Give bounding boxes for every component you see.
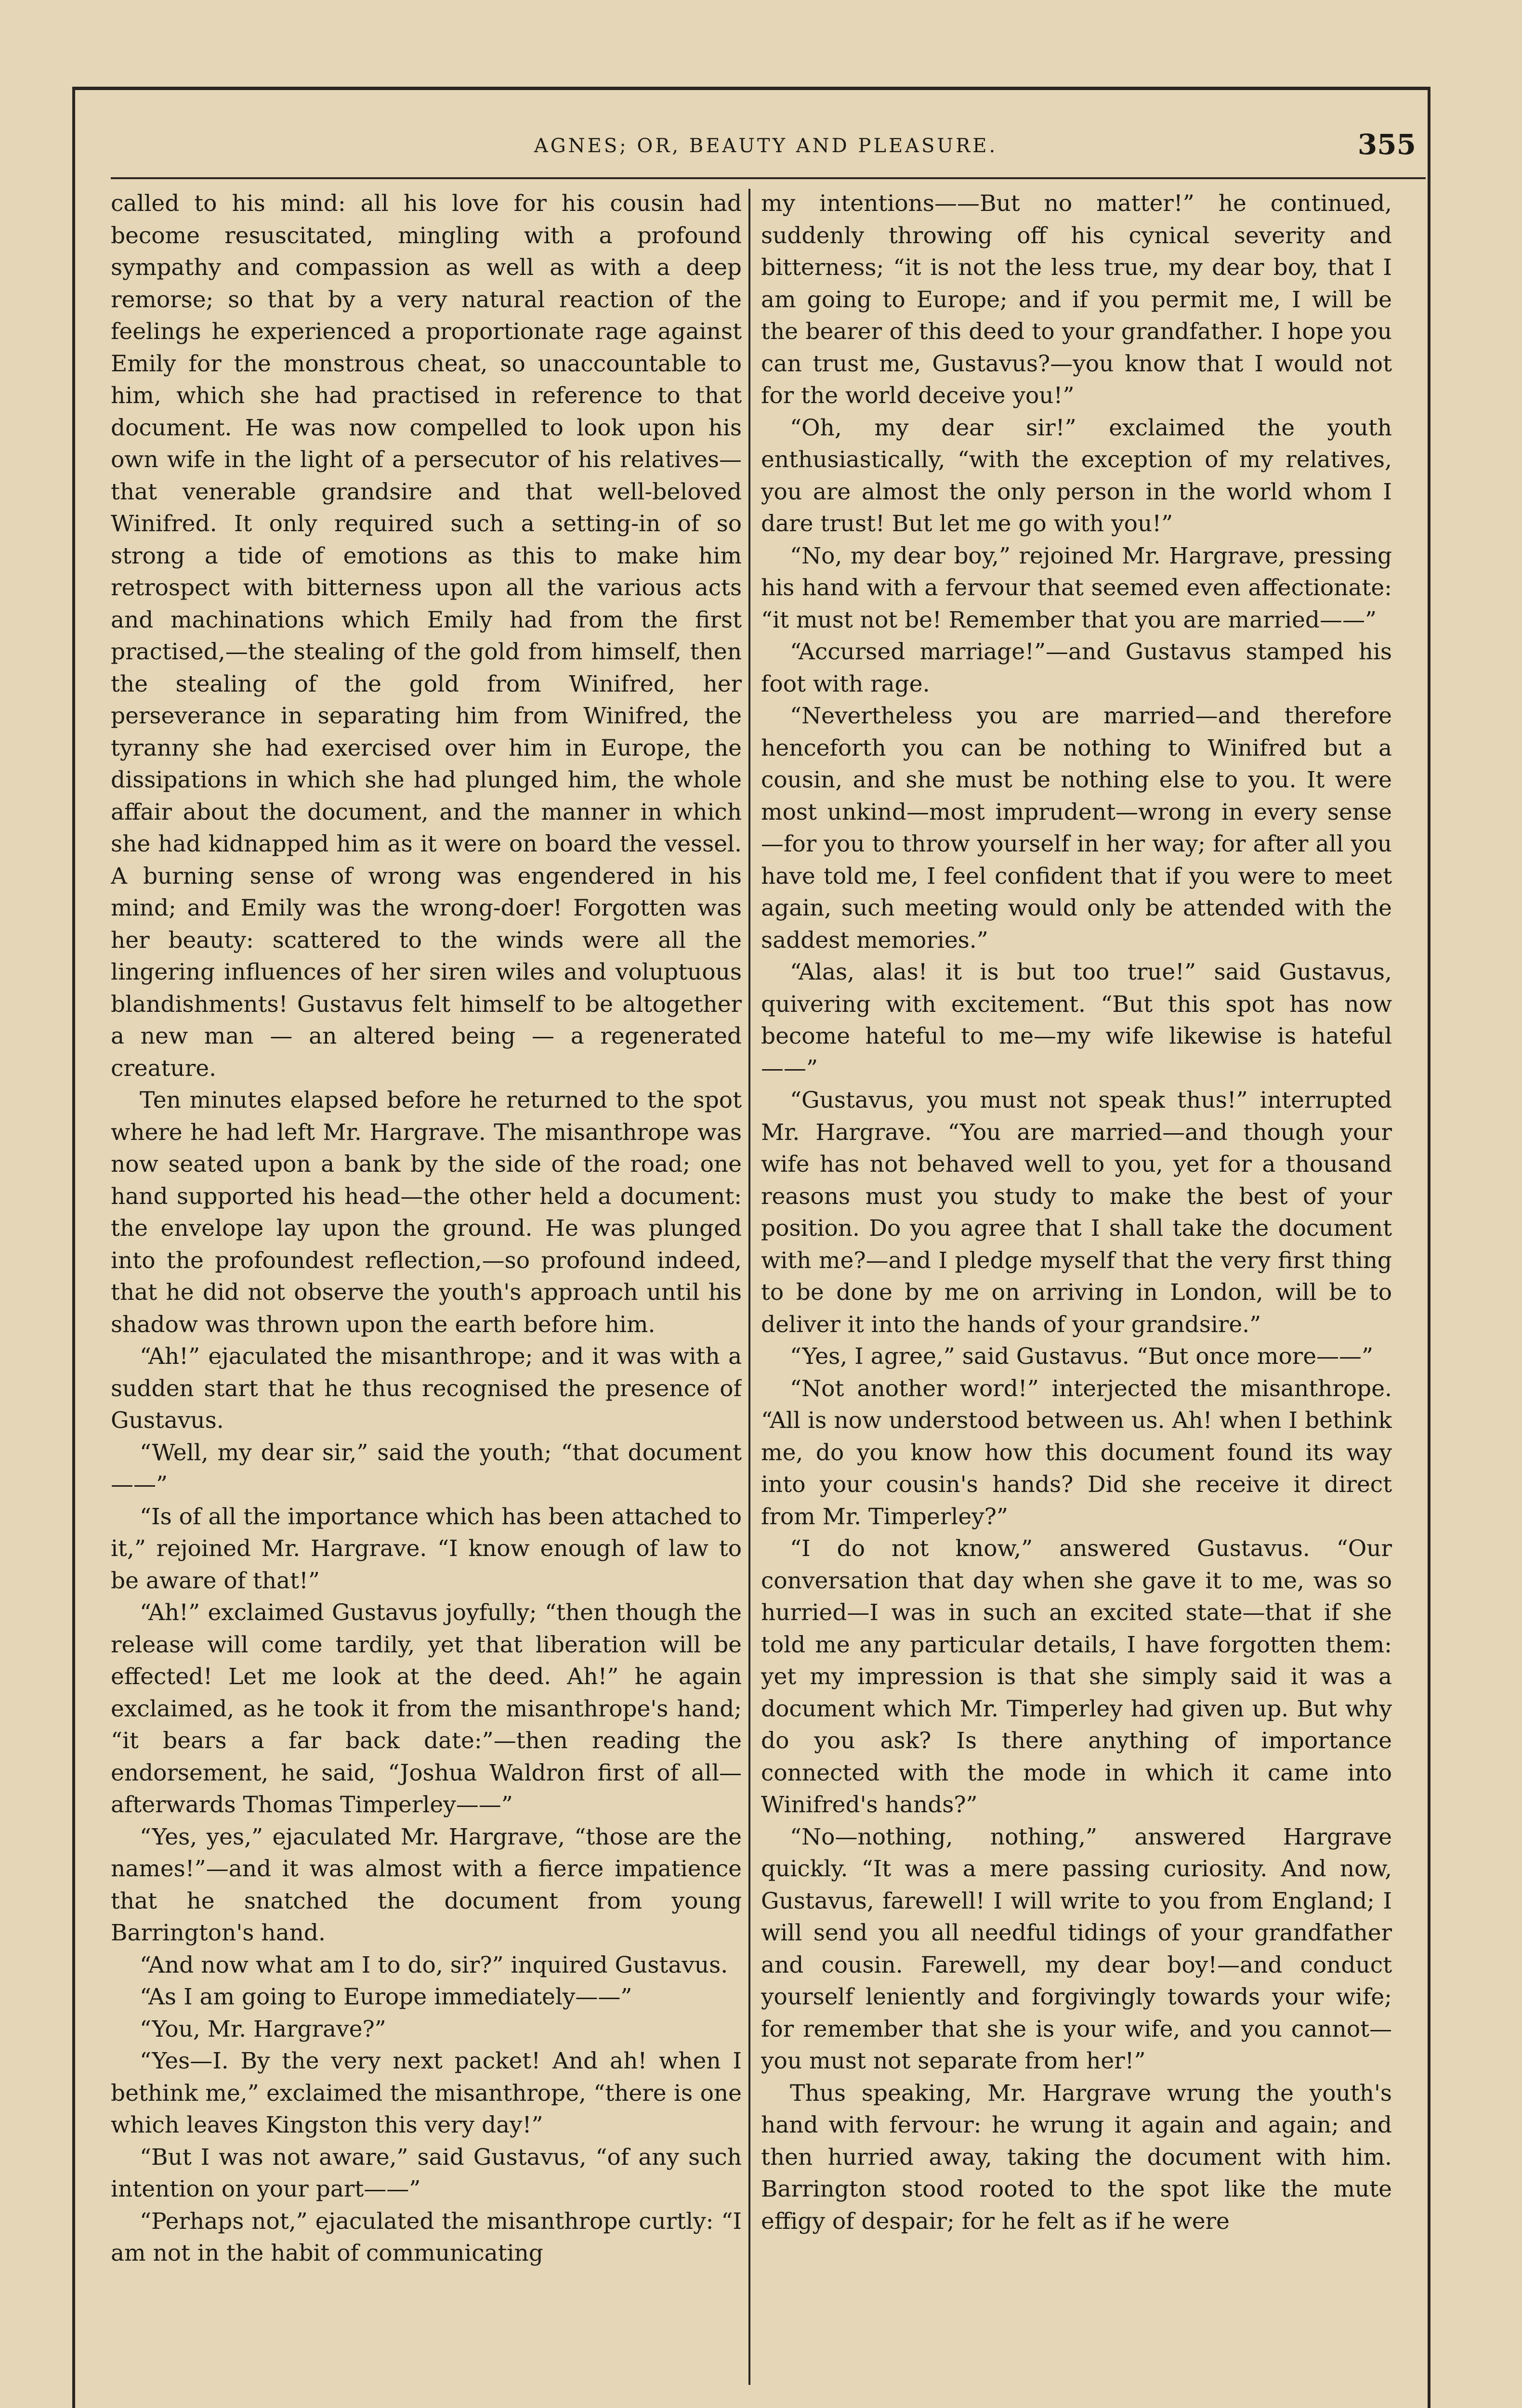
paragraph: “Accursed marriage!”—and Gustavus stamped his foot with rage. [761,639,1392,697]
column-divider [748,189,750,2385]
paragraph: “You, Mr. Hargrave?” [140,2015,386,2042]
paragraph: “Perhaps not,” ejaculated the misanthrope curtly: “I am not in the habit of communicating [111,2208,742,2266]
paragraph: Ten minutes elapsed before he returned to the spot where he had left Mr. Hargrave. The misanthrope was now seated upon a bank by the side of the road; one hand supported his head—the other held a document: the envelope lay upon the ground. He was plunged into the profoundest reflection,—so profound indeed, that he did not observe the youth's approach until his shadow was thrown upon the earth before him. [111,1087,742,1338]
paragraph: “Is of all the importance which has been attached to it,” rejoined Mr. Hargrave. “I know enough of law to be aware of that!” [111,1503,742,1594]
paragraph: “No, my dear boy,” rejoined Mr. Hargrave, pressing his hand with a fervour that seemed even affectionate: “it must not be! Remember that you are married——” [761,542,1392,633]
paragraph: “Yes, I agree,” said Gustavus. “But once more——” [790,1343,1374,1370]
paragraph: “And now what am I to do, sir?” inquired Gustavus. [140,1951,728,1978]
paragraph: “Yes, yes,” ejaculated Mr. Hargrave, “those are the names!”—and it was almost with a fierce impatience that he snatched the document from young Barrington's hand. [111,1823,742,1946]
paragraph: Thus speaking, Mr. Hargrave wrung the youth's hand with fervour: he wrung it again and again; and then hurried away, taking the document with him. Barrington stood rooted to the spot like the mute effigy of despair; for he felt as if he were [761,2080,1392,2235]
paragraph: “Ah!” ejaculated the misanthrope; and it was with a sudden start that he thus recognised the presence of Gustavus. [111,1343,742,1434]
paragraph: “Ah!” exclaimed Gustavus joyfully; “then though the release will come tardily, yet that liberation will be effected! Let me look at the deed. Ah!” he again exclaimed, as he took it from the misanthrope's hand; “it bears a far back date:”—then reading the endorsement, he said, “Joshua Waldron first of all—afterwards Thomas Timperley——” [111,1599,742,1818]
paragraph: “Well, my dear sir,” said the youth; “that document——” [111,1439,742,1498]
right-column [761,188,1392,2389]
running-title: AGNES; OR, BEAUTY AND PLEASURE. [534,135,998,157]
paragraph: “Yes—I. By the very next packet! And ah! when I bethink me,” exclaimed the misanthrope, “there is one which leaves Kingston this very day!” [111,2048,742,2138]
paragraph: “Gustavus, you must not speak thus!” interrupted Mr. Hargrave. “You are married—and though your wife has not behaved well to you, yet for a thousand reasons must you study to make the best of your position. Do you agree that I shall take the document with me?—and I pledge myself that the very first thing to be done by me on arriving in London, will be to deliver it into the hands of your grandsire.” [761,1087,1392,1338]
paragraph: “Oh, my dear sir!” exclaimed the youth enthusiastically, “with the exception of my relatives, you are almost the only person in the world whom I dare trust! But let me go with you!” [761,414,1392,537]
header-rule [111,177,1426,179]
paragraph: “Not another word!” interjected the misanthrope. “All is now understood between us. Ah! when I bethink me, do you know how this document found its way into your cousin's hands? Did she receive it direct from Mr. Timperley?” [761,1375,1392,1530]
left-column [111,188,742,2389]
paragraph: “As I am going to Europe immediately——” [140,1984,632,2010]
paragraph: my intentions——But no matter!” he continued, suddenly throwing off his cynical severity and bitterness; “it is not the less true, my dear boy, that I am going to Europe; and if you permit me, I will be the bearer of this deed to your grandfather. I hope you can trust me, Gustavus?—you know that I would not for the world deceive you!” [761,190,1392,409]
paragraph: “Nevertheless you are married—and therefore henceforth you can be nothing to Winifred but a cousin, and she must be nothing else to you. It were most unkind—most imprudent—wrong in every sense—for you to throw yourself in her way; for after all you have told me, I feel confident that if you were to meet again, such meeting would only be attended with the saddest memories.” [761,703,1392,954]
paragraph: “No—nothing, nothing,” answered Hargrave quickly. “It was a mere passing curiosity. And now, Gustavus, farewell! I will write to you from England; I will send you all needful tidings of your grandfather and cousin. Farewell, my dear boy!—and conduct yourself leniently and forgivingly towards your wife; for remember that she is your wife, and you cannot—you must not separate from her!” [761,1823,1392,2074]
page-number: 355 [1357,128,1416,161]
paragraph: “I do not know,” answered Gustavus. “Our conversation that day when she gave it to me, was so hurried—I was in such an excited state—that if she told me any particular details, I have forgotten them: yet my impression is that she simply said it was a document which Mr. Timperley had given up. But why do you ask? Is there anything of importance connected with the mode in which it came into Winifred's hands?” [761,1535,1392,1818]
page-header [111,124,1421,172]
paragraph: “Alas, alas! it is but too true!” said Gustavus, quivering with excitement. “But this spot has now become hateful to me—my wife likewise is hateful——” [761,959,1392,1082]
paragraph: “But I was not aware,” said Gustavus, “of any such intention on your part——” [111,2144,742,2202]
paragraph: called to his mind: all his love for his cousin had become resuscitated, mingling with a profound sympathy and compassion as well as with a deep remorse; so that by a very natural reaction of the feelings he experienced a proportionate rage against Emily for the monstrous cheat, so unaccountable to him, which she had practised in reference to that document. He was now compelled to look upon his own wife in the light of a persecutor of his relatives—that venerable grandsire and that well-beloved Winifred. It only required such a setting-in of so strong a tide of emotions as this to make him retrospect with bitterness upon all the various acts and machinations which Emily had from the first practised,—the stealing of the gold from himself, then the stealing of the gold from Winifred, her perseverance in separating him from Winifred, the tyranny she had exercised over him in Europe, the dissipations in which she had plunged him, the whole affair about the document, and the manner in which she had kidnapped him as it were on board the vessel. A burning sense of wrong was engendered in his mind; and Emily was the wrong-doer! Forgotten was her beauty: scattered to the winds were all the lingering influences of her siren wiles and voluptuous blandishments! Gustavus felt himself to be altogether a new man — an altered being — a regenerated creature. [111,190,742,1082]
